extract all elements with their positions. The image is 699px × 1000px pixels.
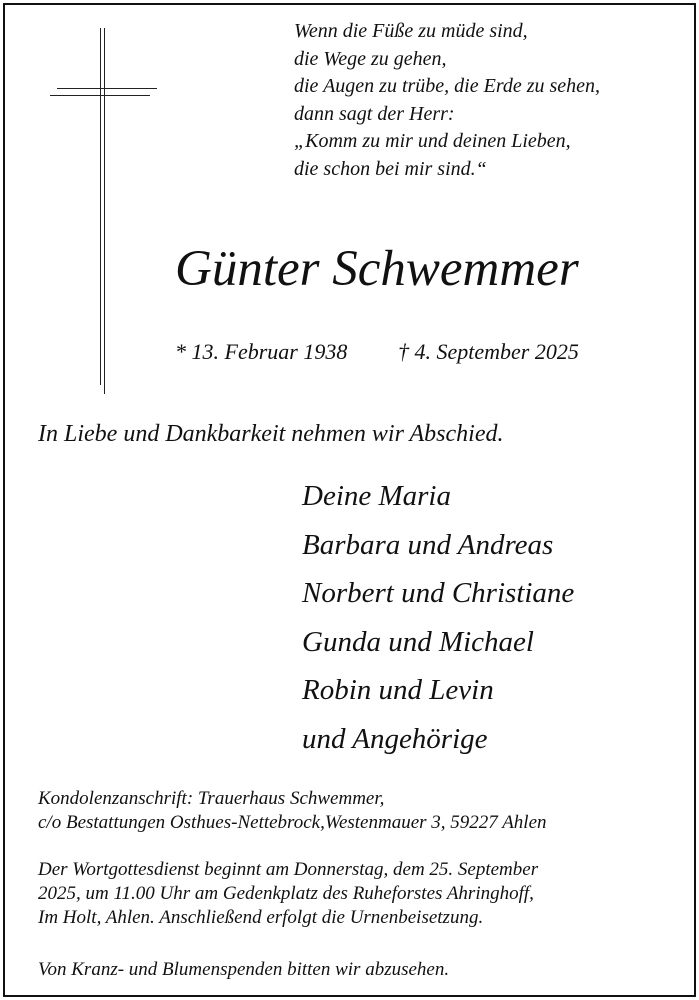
cross-horizontal-line-bottom [50,95,150,96]
cross-vertical-line-right [104,28,105,394]
condolence-address [38,787,547,835]
family-member: Gunda und Michael [302,625,534,658]
cross-vertical-line-left [100,28,101,385]
service-line: Der Wortgottesdienst beginnt am Donnerstag, dem 25. September [38,859,539,880]
farewell-statement: In Liebe und Dankbarkeit nehmen wir Abschied. [38,421,504,447]
poem-line: die Wege zu gehen, [294,47,447,70]
family-member: Norbert und Christiane [302,577,575,610]
poem-line: dann sagt der Herr: [294,102,455,125]
poem-line: Wenn die Füße zu müde sind, [294,20,528,42]
family-member: Barbara und Andreas [302,528,554,561]
poem-line: „Komm zu mir und deinen Lieben, [294,130,571,152]
service-line: Im Holt, Ahlen. Anschließend erfolgt die Urnenbeisetzung. [38,907,484,928]
family-member: und Angehörige [302,722,488,755]
family-list [302,472,574,764]
service-line: 2025, um 11.00 Uhr am Gedenkplatz des Ruheforstes Ahringhoff, [38,883,534,904]
birth-date: * 13. Februar 1938 [175,339,348,364]
deceased-name: Günter Schwemmer [175,241,579,297]
condolence-line: c/o Bestattungen Osthues-Nettebrock,Westenmauer 3, 59227 Ahlen [38,812,547,833]
cross-horizontal-line-top [57,88,157,89]
poem-line: die Augen zu trübe, die Erde zu sehen, [294,75,601,97]
service-info [38,858,538,930]
family-member: Deine Maria [302,480,451,512]
flowers-note: Von Kranz- und Blumenspenden bitten wir abzusehen. [38,959,450,980]
death-date: † 4. September 2025 [398,339,579,364]
poem [294,18,600,183]
family-member: Robin und Levin [302,674,494,707]
poem-line: die schon bei mir sind.“ [294,157,487,180]
condolence-line: Kondolenzanschrift: Trauerhaus Schwemmer, [38,788,385,809]
